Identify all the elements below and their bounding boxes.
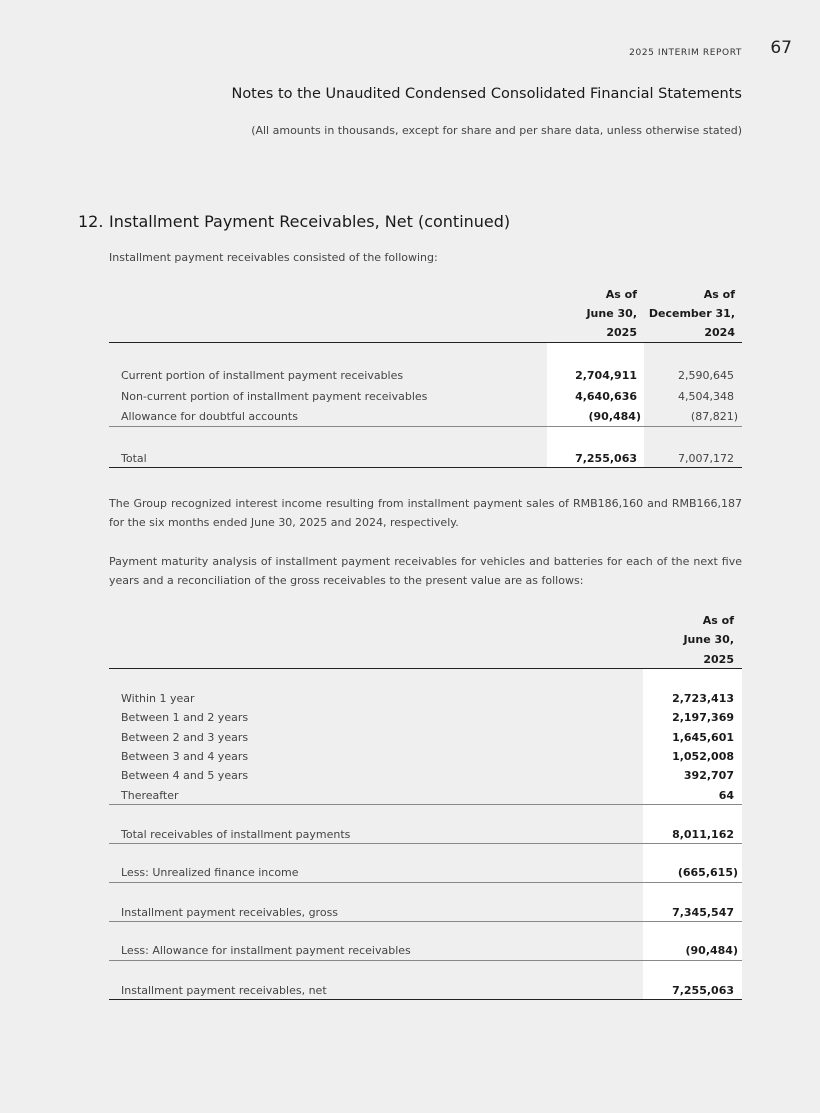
page-title: Notes to the Unaudited Condensed Consolidated Financial Statements: [231, 86, 742, 102]
section-intro: Installment payment receivables consisted of the following:: [109, 251, 438, 264]
subtotal-rule: [109, 882, 742, 883]
header-rule: [109, 342, 742, 343]
unrealized-income-label: Less: Unrealized finance income: [121, 866, 299, 879]
net-receivables-value: 7,255,063: [672, 984, 734, 997]
col-2024-header-line3: 2024: [704, 326, 735, 339]
col-2025-header-line2: June 30,: [586, 307, 637, 320]
table-row-label: Non-current portion of installment payment receivables: [121, 390, 428, 403]
total-receivables-value: 8,011,162: [672, 828, 734, 841]
col-2025-header-line1: As of: [605, 288, 637, 301]
subtotal-rule: [109, 804, 742, 805]
col-2025-header-line3: 2025: [606, 326, 637, 339]
table-row-value: 392,707: [683, 769, 734, 782]
total-label: Total: [121, 452, 147, 465]
maturity-analysis-paragraph: Payment maturity analysis of installment payment receivables for vehicles and batteries for each of the next five years and a reconciliation of the gross receivables to the present value are as follows:: [109, 555, 742, 587]
table-row-label: Thereafter: [121, 789, 179, 802]
table-row-label: Current portion of installment payment receivables: [121, 369, 404, 382]
gross-receivables-label: Installment payment receivables, gross: [121, 906, 339, 919]
total-rule: [109, 999, 742, 1000]
allowance-value: (90,484): [685, 944, 738, 957]
subtotal-rule: [109, 426, 742, 427]
table-row-value: 64: [718, 789, 734, 802]
table-row-value: 1,645,601: [672, 731, 734, 744]
col-2024-header-line2: December 31,: [648, 307, 735, 320]
total-value-2025: 7,255,063: [575, 452, 637, 465]
table-row-value: 2,723,413: [672, 692, 734, 705]
col-2024-header-line1: As of: [703, 288, 735, 301]
gross-receivables-value: 7,345,547: [672, 906, 734, 919]
allowance-label: Less: Allowance for installment payment receivables: [121, 944, 411, 957]
report-label: 2025 INTERIM REPORT: [629, 48, 742, 58]
col-header-line3: 2025: [703, 653, 734, 666]
table-row-value-2025: 2,704,911: [575, 369, 637, 382]
unrealized-income-value: (665,615): [677, 866, 738, 879]
table-row-label: Within 1 year: [121, 692, 195, 705]
table-row-label: Between 2 and 3 years: [121, 731, 249, 744]
table-row-value: 1,052,008: [672, 750, 734, 763]
table-row-label: Allowance for doubtful accounts: [121, 410, 298, 423]
table-row-value-2025: (90,484): [588, 410, 641, 423]
table-row-label: Between 3 and 4 years: [121, 750, 249, 763]
table-row-value-2024: 2,590,645: [678, 369, 734, 382]
subtotal-rule: [109, 843, 742, 844]
table-row-label: Between 4 and 5 years: [121, 769, 249, 782]
table-row-value-2024: 4,504,348: [678, 390, 734, 403]
page-subtitle: (All amounts in thousands, except for share and per share data, unless otherwise stated): [251, 124, 742, 137]
header-rule: [109, 668, 742, 669]
table-row-value-2024: (87,821): [690, 410, 738, 423]
table-row-label: Between 1 and 2 years: [121, 711, 249, 724]
total-rule: [109, 467, 742, 468]
col-header-line1: As of: [702, 614, 734, 627]
subtotal-rule: [109, 921, 742, 922]
table-row-value: 2,197,369: [672, 711, 734, 724]
col-header-line2: June 30,: [683, 633, 734, 646]
total-value-2024: 7,007,172: [678, 452, 734, 465]
page-number: 67: [770, 38, 792, 58]
section-number: 12.: [78, 212, 104, 231]
table-row-value-2025: 4,640,636: [575, 390, 637, 403]
highlight-column: [547, 343, 644, 467]
section-title: Installment Payment Receivables, Net (continued): [109, 212, 511, 231]
interest-income-paragraph: The Group recognized interest income resulting from installment payment sales of RMB186,160 and RMB166,187 for the six months ended June 30, 2025 and 2024, respectively.: [109, 497, 742, 529]
total-receivables-label: Total receivables of installment payments: [121, 828, 351, 841]
subtotal-rule: [109, 960, 742, 961]
net-receivables-label: Installment payment receivables, net: [121, 984, 327, 997]
